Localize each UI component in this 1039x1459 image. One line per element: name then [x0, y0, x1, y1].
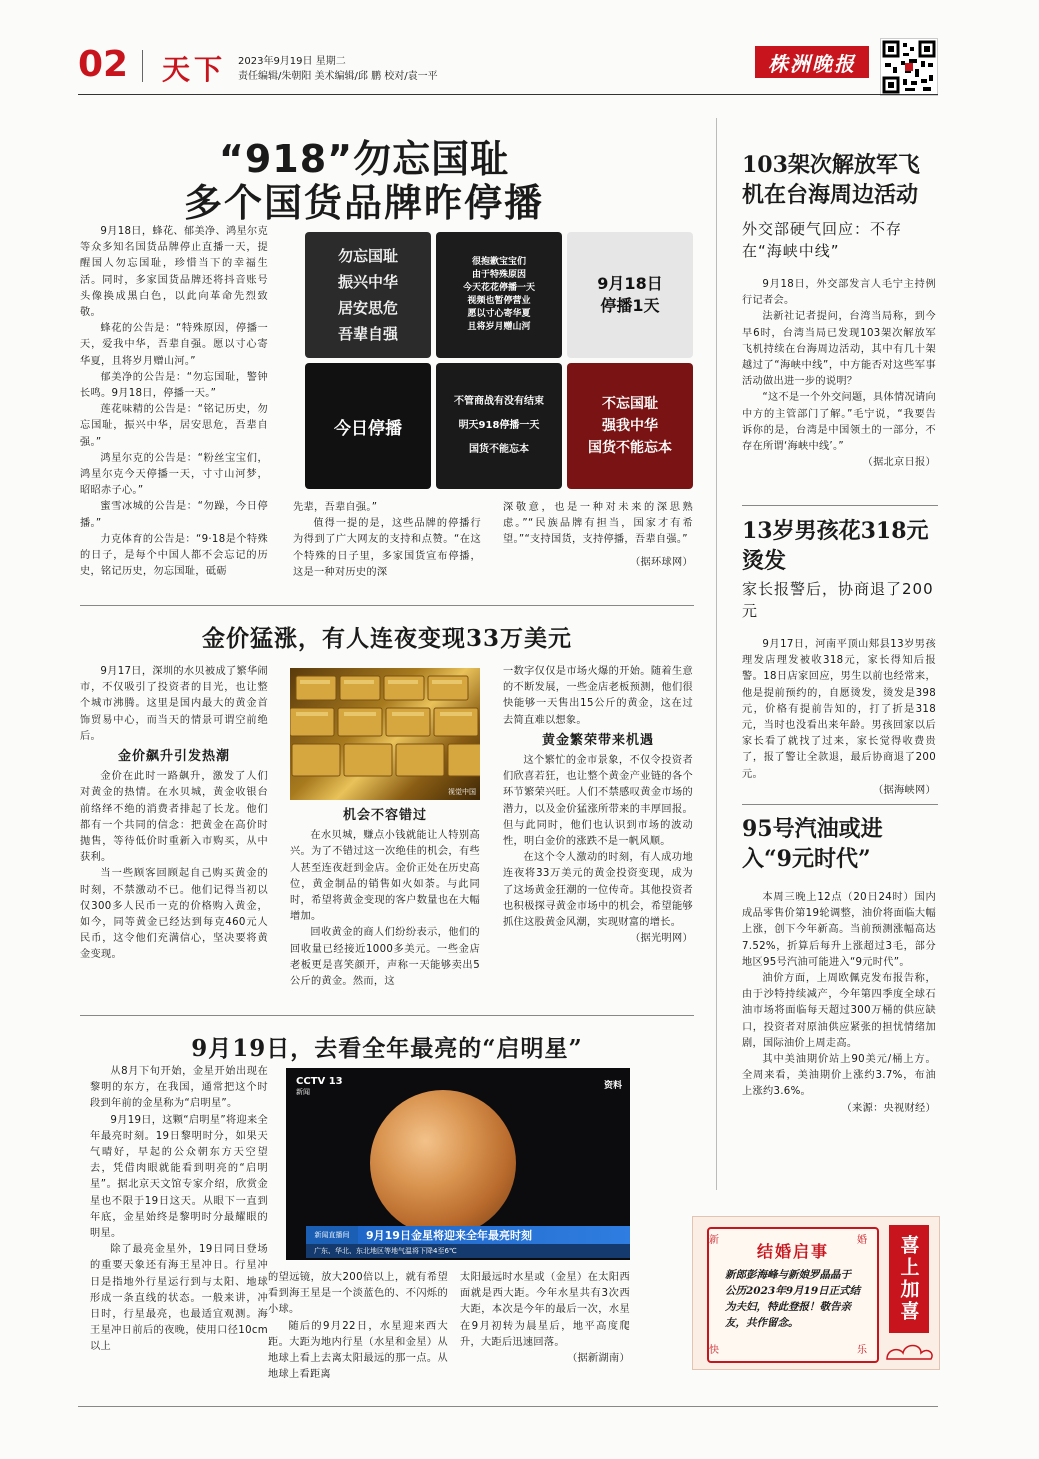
art3-column-3	[460, 1270, 630, 1367]
thumb-today-pause	[305, 363, 431, 489]
art2-source: （据光明网）	[630, 933, 693, 945]
masthead-rule	[78, 94, 938, 95]
paragraph: 在这个令人激动的时刻，有人成功地连夜将33万美元的黄金投资变现，成为了这场黄金狂潮的一位传奇。其他投资者也积极探寻黄金市场中的机会，希望能够抓住这股黄金风潮，实现财富的增长。	[503, 852, 693, 929]
side1-subtitle: 外交部硬气回应：不存在“海峡中线”	[742, 220, 903, 260]
paragraph: 先辈，吾辈自强。”	[293, 502, 378, 513]
masthead-divider	[142, 50, 143, 82]
issue-date: 2023年9月19日 星期二	[238, 56, 346, 67]
ad-corner: 新	[709, 1235, 719, 1246]
ad-corner: 婚	[857, 1235, 867, 1246]
thumb-fenghua-poster	[305, 232, 431, 358]
side2-bottom-rule	[742, 804, 938, 805]
ad-seal	[889, 1225, 929, 1333]
paragraph: 的望远镜，放大200倍以上，就有希望看到海王星是一个淡蓝色的、不闪烁的小球。	[268, 1272, 448, 1316]
ad-body: 新郎彭海峰与新娘罗晶晶于公历2023年9月19日正式结为夫妇，特此登报！敬告亲友，共作留念。	[725, 1269, 861, 1329]
paragraph: 深敬意，也是一种对未来的深思熟虑。”“民族品牌有担当，国家才有希望。”“支持国货，支持停播，吾辈自强。”	[503, 502, 693, 546]
art2-subhead-3: 黄金繁荣带来机遇	[541, 732, 654, 748]
paragraph: 金价在此时一路飙升，激发了人们对黄金的热情。在水贝城，黄金收银台前络绎不绝的消费者排起了长龙。他们都有一个共同的信念：把黄金在高价时抛售，等待低价时重新入市购买，从中获利。	[80, 771, 268, 864]
art3-title: 9月19日，去看全年最亮的“启明星”	[191, 1035, 583, 1062]
cloud-ornament-icon	[883, 1335, 937, 1369]
side1-title: 103架次解放军飞机在台海周边活动	[742, 152, 920, 208]
paper-logo-text: 株洲晚报	[768, 51, 856, 76]
thumb-guohuo-notice	[436, 363, 562, 489]
paragraph: 蜂花的公告是：“特殊原因，停播一天，爱我中华，吾辈自强。愿以寸心寄华夏，且将岁月赠山河。”	[80, 323, 268, 367]
paper-logo	[755, 46, 869, 78]
paragraph: 这个繁忙的金市景象，不仅令投资者们欣喜若狂，也让整个黄金产业链的各个环节繁荣兴旺。人们不禁感叹黄金市场的潜力，以及金价猛涨所带来的丰厚回报。但与此同时，他们也认识到市场的波动性，明白金价的涨跌不是一帆风顺。	[503, 755, 693, 848]
paragraph: 其中美油期价站上90美元/桶上方。全周来看，美油期价上涨约3.7%，布油上涨约3.6%。	[742, 1054, 936, 1098]
paragraph: 9月18日，外交部发言人毛宁主持例行记者会。	[742, 279, 936, 307]
art1-column-1	[80, 224, 268, 604]
art2-column-1	[80, 664, 268, 964]
paragraph: 蜜雪冰城的公告是：“勿躁，今日停播。”	[80, 501, 268, 529]
brand-announcement-photo-grid	[305, 232, 695, 490]
paragraph: 油价方面，上周欧佩克发布报告称，由于沙特持续减产，今年第四季度全球石油市场将面临每天超过300万桶的供应缺口，投资者对原油供应紧张的担忧情绪加剧，国际油价上周走高。	[742, 973, 936, 1049]
art2-subhead-2: 机会不容错过	[342, 808, 427, 823]
paragraph: 郁美净的公告是：“勿忘国耻，警钟长鸣。9月18日，停播一天。”	[80, 371, 268, 400]
gold-bars-photo	[290, 668, 480, 800]
side2-body	[742, 637, 936, 799]
thumb-text: 不管商战有没有结束 明天918停播一天 国货不能忘本	[454, 396, 544, 455]
paragraph: 随后的9月22日，水星迎来西大距。大距为地内行星（水星和金星）从地球上看上去离太阳最远的那一点。从地球上看距离	[268, 1320, 448, 1381]
paragraph: 回收黄金的商人们纷纷表示，他们的回收量已经接近1000多美元。一些金店老板更是喜笑颜开，声称一天能够卖出5公斤的黄金。然而，这	[290, 927, 480, 988]
archive-tag: 资料	[603, 1081, 622, 1091]
side1-body	[742, 277, 936, 471]
art3-column-2	[268, 1270, 448, 1383]
paragraph: 太阳最远时水星或（金星）在太阳西面就是西大距。今年水星共有3次西大距，本次是今年的最后一次，水星在9月初转为晨星后，地平高度爬升，大距后迅速回落。	[460, 1272, 630, 1348]
thumb-notice-text	[436, 232, 562, 358]
paragraph: 莲花味精的公告是：“铭记历史，勿忘国耻，振兴中华，居安思危，吾辈自强。”	[80, 404, 268, 448]
cctv-logo-text: CCTV 13	[296, 1076, 343, 1087]
art1-column-3	[503, 500, 693, 571]
ad-corner: 快	[709, 1345, 719, 1356]
paragraph: 在水贝城，赚点小钱就能让人特别高兴。为了不错过这一次绝佳的机会，有些人甚至连夜赶到金店。金价正处在历史高位，黄金制品的销售如火如荼。与此同时，希望将黄金变现的客户数量也在大幅增加。	[290, 830, 480, 923]
art2-title: 金价猛涨，有人连夜变现33万美元	[201, 625, 572, 652]
venus-planet	[370, 1090, 516, 1236]
ad-seal-text: 喜上加喜	[897, 1235, 920, 1323]
photo-credit: 视觉中国	[448, 788, 476, 796]
thumb-text: 9月18日 停播1天	[597, 274, 663, 315]
paragraph: 一数字仅仅是市场火爆的开始。随着生意的不断发展，一些金店老板预测，他们很快能够一天售出15公斤的黄金，这在过去简直难以想象。	[503, 666, 693, 726]
paragraph: 9月17日，河南平顶山郏县13岁男孩理发店理发被收318元，家长得知后报警。18日店家回应，男生以前也经常来，他是提前预约的，自愿烫发，烫发是398元，价格有提前告知的，打了折是318元，当时也没看出来年龄。男孩回家以后家长看了就找了过来，家长觉得收费贵了，报了警让全款退，最后协商退了200元。	[742, 639, 936, 780]
art1-source: （据环球网）	[630, 556, 693, 568]
side2-subtitle: 家长报警后，协商退了200元	[742, 580, 934, 620]
art2-bottom-rule	[80, 1015, 694, 1016]
paragraph: 当一些顾客回顾起自己购买黄金的时刻，不禁激动不已。他们记得当初以仅300多人民币一克的价格购入黄金，如今，同等黄金已经达到每克460元人民币，这令他们充满信心，坚决要将黄金变现。	[80, 868, 268, 961]
art3-column-1	[90, 1064, 268, 1356]
art2-column-3	[503, 664, 693, 947]
cctv-logo-sub: 新闻	[296, 1088, 310, 1096]
paragraph: 9月18日，蜂花、郁美净、鸿星尔克等众多知名国货品牌停止直播一天，提醒国人勿忘国耻，珍惜当下的幸福生活。同时，多家国货品牌还将抖音账号头像换成黑白色，以此向革命先烈致敬。	[80, 226, 268, 319]
paragraph: 值得一提的是，这些品牌的停播行为得到了广大网友的支持和点赞。“在这个特殊的日子里，多家国货宣布停播，这是一种对历史的深	[293, 518, 481, 578]
art1-bottom-rule	[80, 605, 694, 606]
side3-body	[742, 890, 936, 1117]
venus-tv-screenshot	[286, 1068, 630, 1260]
thumb-text: 很抱歉宝宝们 由于特殊原因 今天花花停播一天 视频也暂停营业 愿以寸心寄华夏 且将岁月赠山河	[462, 257, 535, 332]
cctv-logo	[296, 1076, 343, 1097]
news-ticker: 广东、华北、东北地区等地气温将下降4至6℃	[306, 1244, 630, 1258]
wedding-notice-ad	[692, 1216, 940, 1370]
ad-title: 结婚启事	[756, 1242, 829, 1261]
thumb-text: 勿忘国耻 振兴中华 居安思危 吾辈自强	[337, 247, 398, 343]
art2-subhead-1: 金价飙升引发热潮	[117, 749, 230, 765]
page-number: 02	[78, 44, 129, 85]
footer-rule	[78, 1406, 938, 1407]
side3-source: （来源：央视财经）	[841, 1102, 936, 1114]
side1-bottom-rule	[742, 505, 938, 506]
paragraph: 本周三晚上12点（20日24时）国内成品零售价第19轮调整，油价将面临大幅上涨，创下今年新高。当前预测涨幅高达7.52%，折算后每升上涨超过3毛，部分地区95号汽油可能进入“9元时代”。	[742, 892, 936, 968]
side2-source: （据海峡网）	[873, 784, 936, 796]
paragraph: 鸿星尔克的公告是：“粉丝宝宝们，鸿星尔克今天停播一天，寸寸山河梦，昭昭赤子心。”	[80, 452, 268, 497]
side3-title: 95号汽油或进入“9元时代”	[742, 816, 883, 872]
banner-tag: 新闻直播间	[306, 1226, 358, 1244]
paragraph: 除了最亮金星外，19日同日登场的重要天象还有海王星冲日。行星冲日是指地外行星运行到与太阳、地球形成一条直线的状态。一般来讲，冲日时，行星最亮，也最适宜观测。海王星冲日前后的夜晚，使用口径10cm以上	[90, 1244, 268, 1353]
paragraph: 9月19日，这颗“启明星”将迎来全年最亮时刻。19日黎明时分，如果天气晴好，早起的公众朝东方天空望去，凭借肉眼就能看到明亮的“启明星”。据北京天文馆专家介绍，欣赏金星也不限于19日这天。从眼下一直到年底，金星始终是黎明时分最耀眼的明星。	[90, 1114, 268, 1240]
column-divider	[716, 118, 717, 1190]
section-name: 天下	[162, 53, 227, 86]
paragraph: 力克体育的公告是：“9·18是个特殊的日子，是每个中国人都不会忘记的历史，铭记历史，勿忘国耻，砥砺	[80, 533, 268, 578]
thumb-text: 不忘国耻 强我中华 国货不能忘本	[588, 396, 672, 456]
art1-title-line1: “918”勿忘国耻	[218, 137, 510, 181]
side2-title: 13岁男孩花318元烫发	[742, 518, 929, 574]
side1-source: （据北京日报）	[862, 457, 936, 469]
paragraph: 法新社记者提问，台湾当局称，到今早6时，台湾当局已发现103架次解放军飞机持续在台海周边活动，其中有几十架越过了“海峡中线”，中方能否对这些军事活动做出进一步的说明？	[742, 311, 936, 388]
art1-column-2	[293, 500, 481, 581]
thumb-remember-poster	[567, 363, 693, 489]
art1-title-line2: 多个国货品牌昨停播	[183, 181, 544, 225]
editors-line: 责任编辑/朱朝阳 美术编辑/邱 鹏 校对/袁一平	[238, 71, 438, 82]
ad-corner: 乐	[857, 1345, 867, 1356]
thumb-918-pause	[567, 232, 693, 358]
paragraph: “这不是一个外交问题，具体情况请向中方的主管部门了解。”毛宁说，“我要告诉你的是，台湾是中国领土的一部分，不存在所谓‘海峡中线’。”	[742, 392, 936, 453]
art3-source: （据新湖南）	[567, 1353, 630, 1365]
news-banner	[306, 1226, 630, 1244]
thumb-text: 今日停播	[334, 418, 402, 439]
paragraph: 9月17日，深圳的水贝被成了繁华闹市，不仅吸引了投资者的目光，也让整个城市沸腾。这里是国内最大的黄金首饰贸易中心，而当天的情景可谓空前绝后。	[80, 666, 268, 742]
banner-headline: 9月19日金星将迎来全年最亮时刻	[358, 1226, 630, 1244]
qr-code-icon	[880, 38, 938, 96]
art2-column-2	[290, 808, 480, 990]
paragraph: 从8月下旬开始，金星开始出现在黎明的东方，在我国，通常把这个时段到年前的金星称为“启明星”。	[90, 1066, 268, 1110]
masthead	[0, 0, 1039, 100]
